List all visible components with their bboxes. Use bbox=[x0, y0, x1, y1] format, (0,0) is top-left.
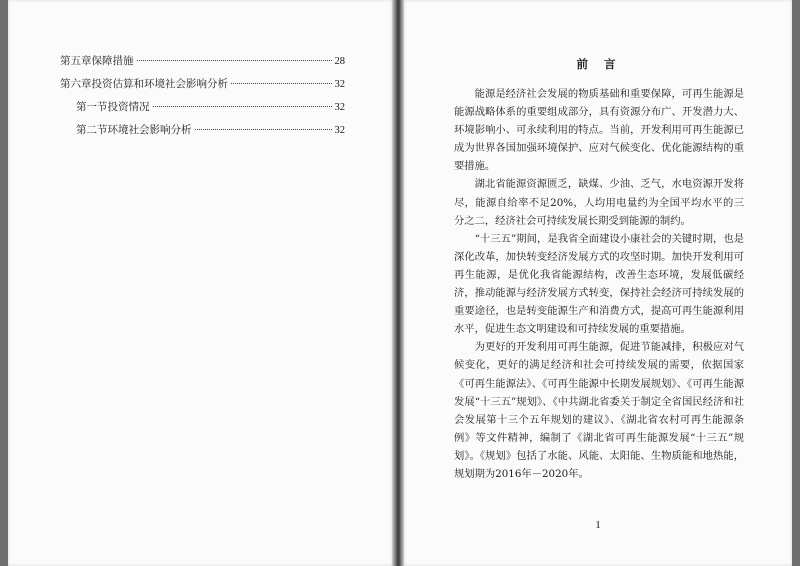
toc-entry-page: 32 bbox=[334, 102, 345, 113]
toc-leader-dots bbox=[153, 106, 332, 107]
preface-paragraph: 能源是经济社会发展的物质基础和重要保障，可再生能源是能源战略体系的重要组成部分，具有资源分布广、开发潜力大、环境影响小、可永续利用的特点。当前，开发利用可再生能源已成为世界各国加强环境保护、应对气候变化、优化能源结构的重要措施。 bbox=[454, 88, 744, 173]
toc-entry[interactable] bbox=[60, 73, 345, 96]
preface-paragraph: “十三五”期间，是我省全面建设小康社会的关键时期，也是深化改革，加快转变经济发展方式的攻坚时期。加快开发利用可再生能源，是优化我省能源结构，改善生态环境，发展低碳经济，推动能源与经济发展方式转变，保持社会经济可持续发展的重要途径，也是转变能源生产和消费方式，提高可再生能源利用水平，促进生态文明建设和可持续发展的重要措施。 bbox=[454, 232, 744, 336]
right-page bbox=[404, 0, 792, 566]
toc-entry[interactable] bbox=[60, 50, 345, 73]
toc-entry-title: 第五章保障措施 bbox=[60, 55, 134, 67]
book-spine-gutter bbox=[392, 0, 404, 566]
toc-leader-dots bbox=[195, 129, 332, 130]
toc-entry-page: 28 bbox=[334, 56, 345, 67]
toc-entry-page: 32 bbox=[334, 79, 345, 90]
preface-section bbox=[454, 56, 744, 483]
toc-entry-page: 32 bbox=[334, 125, 345, 136]
toc-leader-dots bbox=[231, 83, 332, 84]
page-number: 1 bbox=[595, 519, 601, 531]
toc-entry-title: 第六章投资估算和环境社会影响分析 bbox=[60, 78, 228, 90]
toc-entry-title: 第二节环境社会影响分析 bbox=[76, 124, 192, 136]
table-of-contents bbox=[60, 50, 345, 142]
preface-heading: 前 言 bbox=[576, 57, 622, 71]
toc-entry-title: 第一节投资情况 bbox=[76, 101, 150, 113]
toc-subentry[interactable] bbox=[60, 96, 345, 119]
preface-paragraph: 湖北省能源资源匮乏，缺煤、少油、乏气，水电资源开发将尽，能源自给率不足20%，人均用电量约为全国平均水平的三分之二，经济社会可持续发展长期受到能源的制约。 bbox=[454, 178, 744, 227]
toc-subentry[interactable] bbox=[60, 119, 345, 142]
left-page bbox=[8, 0, 392, 566]
preface-paragraph: 为更好的开发利用可再生能源，促进节能减排，积极应对气候变化，更好的满足经济和社会可持续发展的需要，依据国家《可再生能源法》、《可再生能源中长期发展规划》、《可再生能源发展“十三五”规划》、《中共湖北省委关于制定全省国民经济和社会发展第十三个五年规划的建议》、《湖北省农村可再生能源条例》等文件精神，编制了《湖北省可再生能源发展“十三五”规划》。《规划》包括了水能、风能、太阳能、生物质能和地热能，规划期为2016年－2020年。 bbox=[454, 341, 744, 480]
toc-leader-dots bbox=[137, 60, 332, 61]
